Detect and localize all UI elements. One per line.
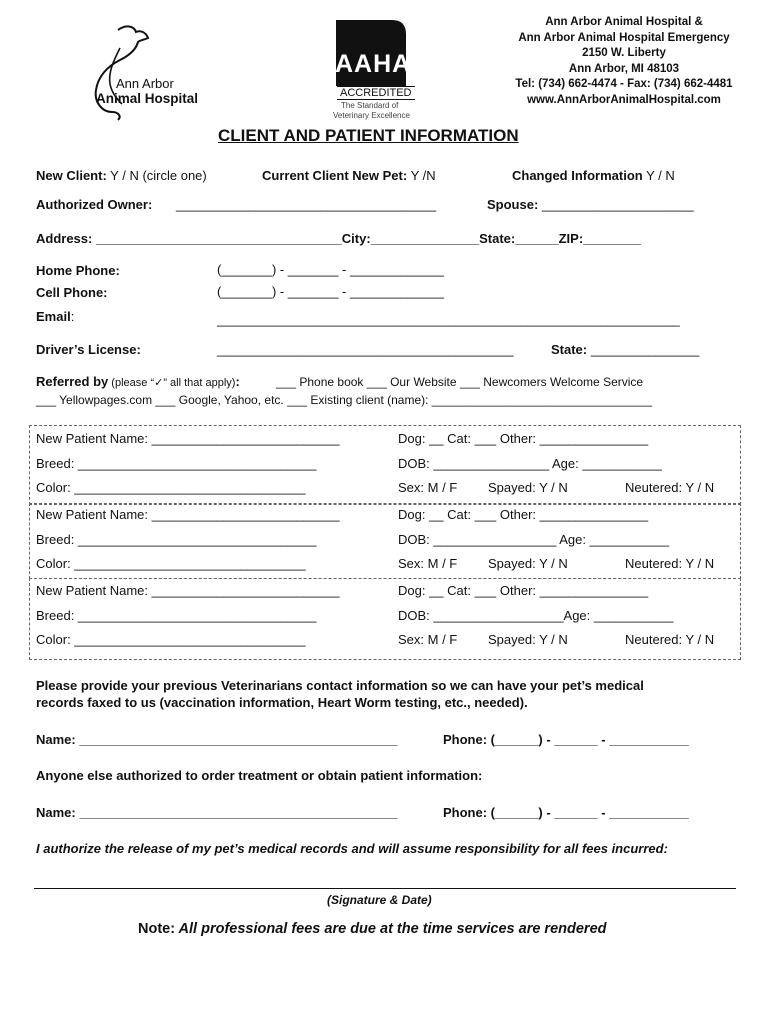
changed-info-value: Y / N [642, 168, 675, 183]
changed-info-label: Changed Information [512, 168, 643, 183]
authorization-statement: I authorize the release of my pet’s medical records and will assume responsibility for all fees incurred: [36, 841, 668, 856]
referral-options-row-1[interactable]: ___ Phone book ___ Our Website ___ Newcomers Welcome Service [276, 375, 644, 389]
patient-sex-field[interactable]: Sex: M / F [398, 480, 458, 495]
patient-breed-field[interactable]: Breed: _________________________________ [36, 456, 317, 471]
authorized-owner-field[interactable]: ____________________________________ [176, 197, 437, 212]
aaha-logo [330, 20, 412, 120]
aaha-tagline-2: Veterinary Excellence [333, 111, 410, 120]
address-line: Ann Arbor, MI 48103 [568, 62, 680, 75]
spouse-blank: _____________________ [541, 197, 694, 212]
email-label [36, 309, 74, 324]
referral-label: Referred by [36, 374, 109, 389]
referral-colon: : [235, 374, 240, 389]
home-phone-field[interactable]: (_______) - _______ - _____________ [217, 262, 444, 277]
current-client-field[interactable] [262, 168, 436, 183]
vet-request-text-line-2: records faxed to us (vaccination information, Heart Worm testing, etc., needed). [36, 695, 528, 710]
vet-name-field[interactable]: Name: ____________________________________________ [36, 732, 398, 747]
address-line: 2150 W. Liberty [582, 47, 666, 59]
vet-request-text-line-1: Please provide your previous Veterinarians contact information so we can have your pet’s medical [36, 678, 644, 693]
authorized-phone-field[interactable]: Phone: (______) - ______ - ___________ [443, 805, 689, 820]
patient-name-field[interactable]: New Patient Name: __________________________ [36, 431, 340, 446]
spouse-field[interactable] [487, 197, 694, 212]
patient-dob-age-field[interactable]: DOB: __________________Age: ___________ [398, 608, 674, 623]
patient-color-field[interactable]: Color: ________________________________ [36, 556, 306, 571]
address-line: Ann Arbor Animal Hospital Emergency [518, 31, 730, 44]
spouse-label: Spouse: [487, 197, 542, 212]
patient-neutered-field[interactable]: Neutered: Y / N [625, 632, 715, 647]
new-client-field[interactable] [36, 168, 207, 183]
patient-spayed-field[interactable]: Spayed: Y / N [488, 556, 568, 571]
current-client-label: Current Client New Pet: [262, 168, 408, 183]
address-line: Ann Arbor Animal Hospital & [545, 16, 703, 28]
referral-hint: (please “✓” all that apply) [108, 377, 236, 389]
email-label-text: Email [36, 309, 71, 324]
home-phone-label: Home Phone: [36, 263, 120, 278]
patient-color-field[interactable]: Color: ________________________________ [36, 480, 306, 495]
logo-line1: Ann Arbor [116, 76, 174, 91]
license-state-field[interactable] [551, 342, 699, 357]
note-text: All professional fees are due at the time services are rendered [175, 921, 607, 937]
logo-line2: Animal Hospital [96, 91, 199, 106]
patient-species-field[interactable]: Dog: __ Cat: ___ Other: _______________ [398, 583, 649, 598]
note-label: Note: [138, 921, 176, 937]
patient-neutered-field[interactable]: Neutered: Y / N [625, 480, 715, 495]
cell-phone-field[interactable]: (_______) - _______ - _____________ [217, 284, 444, 299]
authorized-name-field[interactable]: Name: ____________________________________________ [36, 805, 398, 820]
cell-phone-label: Cell Phone: [36, 285, 108, 300]
patient-species-field[interactable]: Dog: __ Cat: ___ Other: _______________ [398, 431, 649, 446]
referral-options-row-2[interactable]: ___ Yellowpages.com ___ Google, Yahoo, etc. ___ Existing client (name): _________________________________ [36, 393, 653, 407]
patient-breed-field[interactable]: Breed: _________________________________ [36, 532, 317, 547]
patient-color-field[interactable]: Color: ________________________________ [36, 632, 306, 647]
hospital-logo [78, 20, 218, 125]
patient-sex-field[interactable]: Sex: M / F [398, 556, 458, 571]
changed-info-field[interactable] [512, 168, 675, 183]
aaha-mark: AAHA [335, 50, 412, 78]
current-client-value: Y /N [407, 168, 436, 183]
email-colon: : [70, 309, 75, 324]
signature-caption: (Signature & Date) [327, 893, 432, 907]
aaha-accredited: ACCREDITED [337, 86, 415, 100]
referral-heading [36, 373, 240, 391]
patient-dob-age-field[interactable]: DOB: ________________ Age: ___________ [398, 456, 662, 471]
patient-dob-age-field[interactable]: DOB: _________________ Age: ___________ [398, 532, 670, 547]
authorized-person-label: Anyone else authorized to order treatment or obtain patient information: [36, 768, 483, 783]
patient-name-field[interactable]: New Patient Name: __________________________ [36, 507, 340, 522]
patient-species-field[interactable]: Dog: __ Cat: ___ Other: _______________ [398, 507, 649, 522]
dog-cat-silhouette-icon [78, 20, 218, 125]
page-title: CLIENT AND PATIENT INFORMATION [218, 126, 519, 145]
authorized-owner-label: Authorized Owner: [36, 197, 153, 212]
patient-neutered-field[interactable]: Neutered: Y / N [625, 556, 715, 571]
drivers-license-field[interactable]: _________________________________________ [217, 342, 514, 357]
patient-spayed-field[interactable]: Spayed: Y / N [488, 632, 568, 647]
fees-note [138, 921, 607, 937]
patient-sex-field[interactable]: Sex: M / F [398, 632, 458, 647]
patient-spayed-field[interactable]: Spayed: Y / N [488, 480, 568, 495]
vet-phone-field[interactable]: Phone: (______) - ______ - ___________ [443, 732, 689, 747]
drivers-license-label: Driver’s License: [36, 342, 141, 357]
address-city-state-zip-field[interactable]: Address: __________________________________City:_______________State:______ZIP:________ [36, 231, 642, 246]
phone-fax-line: Tel: (734) 662-4474 - Fax: (734) 662-4481 [515, 78, 733, 90]
hospital-address-block [498, 15, 750, 108]
license-state-blank: _______________ [590, 342, 700, 357]
aaha-tagline-1: The Standard of [341, 101, 399, 110]
license-state-label: State: [551, 342, 591, 357]
website-link[interactable]: www.AnnArborAnimalHospital.com [527, 93, 721, 106]
patient-breed-field[interactable]: Breed: _________________________________ [36, 608, 317, 623]
patient-name-field[interactable]: New Patient Name: __________________________ [36, 583, 340, 598]
email-field[interactable]: ________________________________________________________________ [217, 312, 680, 327]
new-client-value: Y / N (circle one) [106, 168, 207, 183]
signature-line[interactable] [34, 888, 736, 889]
new-client-label: New Client: [36, 168, 107, 183]
